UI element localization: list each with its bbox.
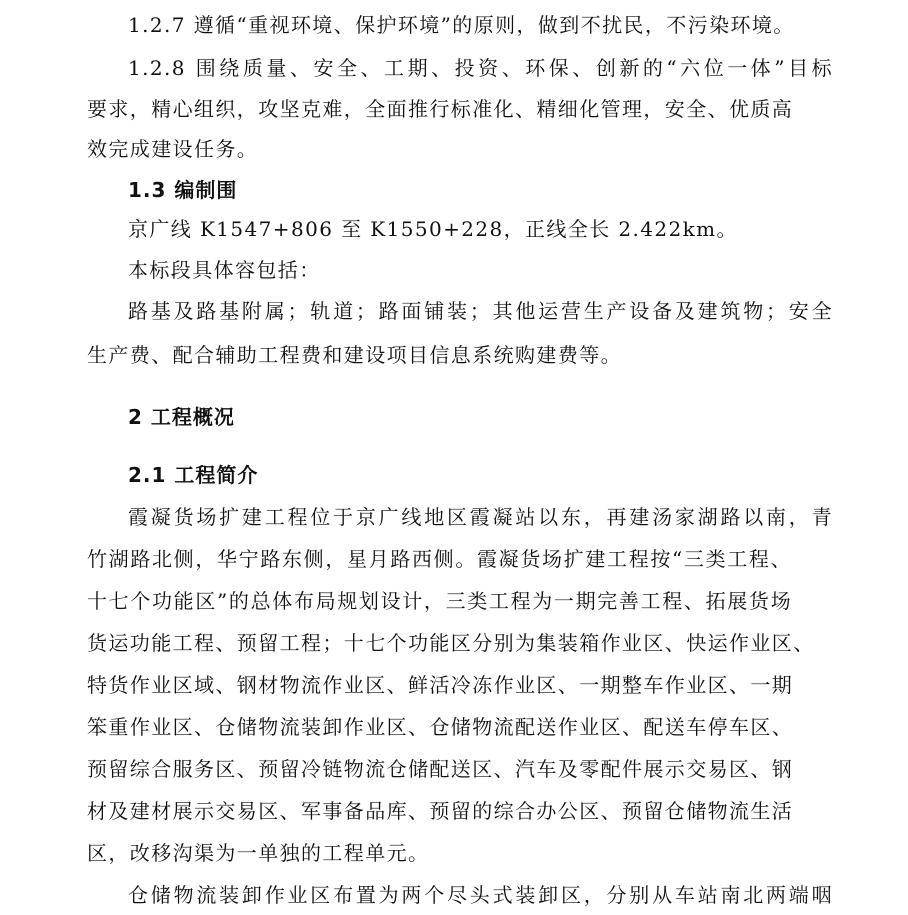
section-2-1-heading: 2.1 工程简介 [128, 463, 259, 487]
section-2-1-line-7: 预留综合服务区、预留冷链物流仓储配送区、汽车及零配件展示交易区、钢 [87, 757, 794, 781]
section-1-3-range: 京广线 K1547+806 至 K1550+228，正线全长 2.422km。 [128, 217, 738, 241]
section-1-3-scope-line-1: 路基及路基附属；轨道；路面铺装；其他运营生产设备及建筑物；安全 [128, 299, 833, 323]
paragraph-1-2-8-line-1: 1.2.8 围绕质量、安全、工期、投资、环保、创新的“六位一体”目标 [128, 56, 833, 80]
section-2-1-line-2: 竹湖路北侧，华宁路东侧，星月路西侧。霞凝货场扩建工程按“三类工程、 [87, 547, 792, 571]
paragraph-1-2-7: 1.2.7 遵循“重视环境、保护环境”的原则，做到不扰民，不污染环境。 [128, 13, 795, 37]
section-1-3-scope-line-2: 生产费、配合辅助工程费和建设项目信息系统购建费等。 [87, 343, 622, 367]
section-2-heading: 2 工程概况 [128, 405, 235, 429]
section-2-1-line-3: 十七个功能区”的总体布局规划设计，三类工程为一期完善工程、拓展货场 [87, 589, 792, 613]
section-2-1-line-5: 特货作业区域、钢材物流作业区、鲜活冷冻作业区、一期整车作业区、一期 [87, 673, 794, 697]
paragraph-1-2-8-line-3: 效完成建设任务。 [87, 137, 259, 161]
section-2-1-next-paragraph: 仓储物流装卸作业区布置为两个尽头式装卸区，分别从车站南北两端咽 [128, 883, 833, 907]
section-2-1-line-9: 区，改移沟渠为一单独的工程单元。 [87, 841, 430, 865]
section-2-1-line-8: 材及建材展示交易区、军事备品库、预留的综合办公区、预留仓储物流生活 [87, 799, 794, 823]
section-2-1-line-4: 货运功能工程、预留工程；十七个功能区分别为集装箱作业区、快运作业区、 [87, 631, 815, 655]
section-2-1-line-6: 笨重作业区、仓储物流装卸作业区、仓储物流配送作业区、配送车停车区、 [87, 715, 794, 739]
section-1-3-heading: 1.3 编制围 [128, 178, 238, 202]
section-2-1-line-1: 霞凝货场扩建工程位于京广线地区霞凝站以东，再建汤家湖路以南，青 [128, 505, 833, 529]
paragraph-1-2-8-line-2: 要求，精心组织，攻坚克难，全面推行标准化、精细化管理，安全、优质高 [87, 97, 794, 121]
section-1-3-scope-intro: 本标段具体容包括： [128, 258, 321, 282]
